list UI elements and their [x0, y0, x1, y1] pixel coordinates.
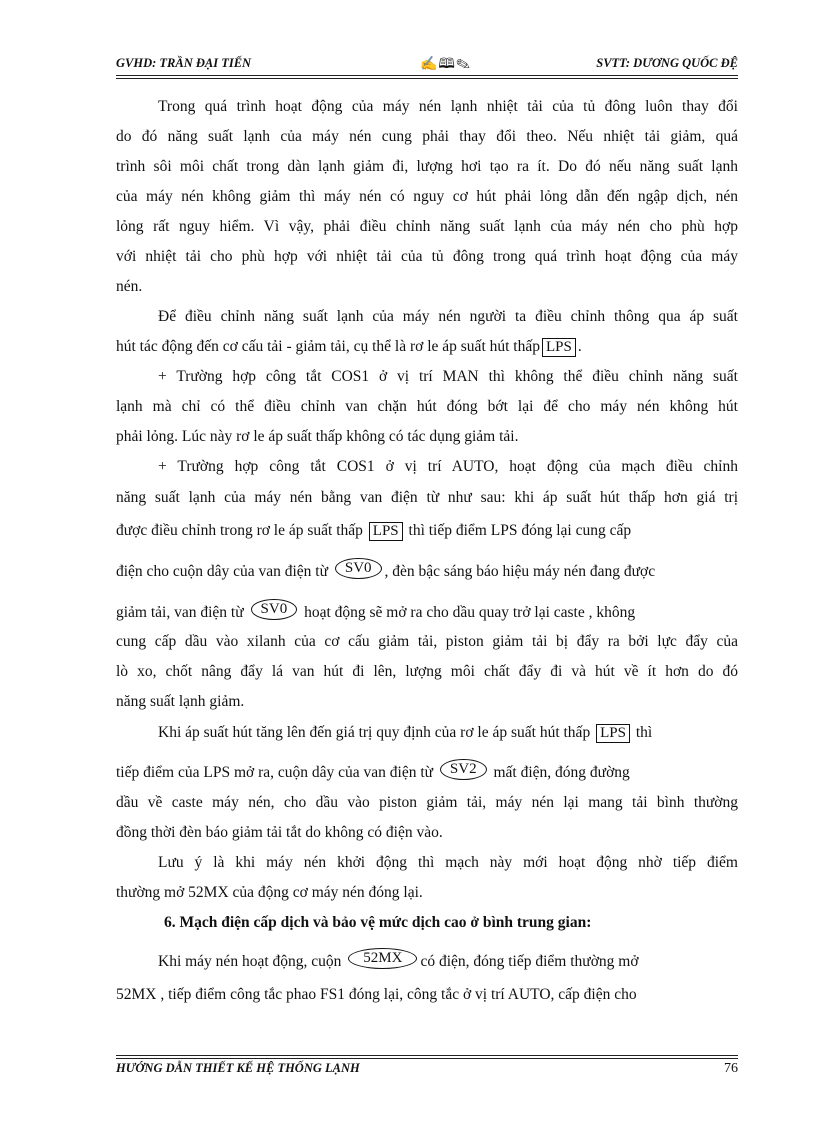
text-line: phải lỏng. Lúc này rơ le áp suất thấp không có tác dụng giảm tải. [116, 428, 519, 445]
sv2-valve-symbol: SV2 [440, 759, 487, 780]
text-line [116, 521, 738, 541]
52mx-coil-symbol: 52MX [348, 948, 417, 969]
text-fragment: tiếp điểm của LPS mở ra, cuộn dây của van điện từ [116, 764, 434, 781]
text-fragment: thì tiếp điểm LPS đóng lại cung cấp [408, 522, 632, 539]
header-rule-thin [116, 78, 738, 79]
text-line: 52MX , tiếp điểm công tắc phao FS1 đóng lại, công tắc ở vị trí AUTO, cấp điện cho [116, 986, 637, 1003]
text-line: Để điều chỉnh năng suất lạnh của máy nén người ta điều chỉnh thông qua áp suất [158, 308, 738, 325]
text-fragment: điện cho cuộn dây của van điện từ [116, 563, 328, 580]
text-fragment: được điều chỉnh trong rơ le áp suất thấp [116, 522, 363, 539]
text-line: + Trường hợp công tắt COS1 ở vị trí AUTO, hoạt động của mạch điều chỉnh [158, 458, 738, 475]
header-rule [116, 75, 738, 76]
text-line: lỏng rất nguy hiểm. Vì vậy, phải điều chỉnh năng suất lạnh của máy nén cho phù hợp [116, 218, 738, 235]
sv0-valve-symbol: SV0 [335, 558, 382, 579]
text-line [116, 562, 738, 583]
text-line [116, 337, 738, 357]
lps-relay-symbol: LPS [596, 724, 630, 743]
text-line: cung cấp dầu vào xilanh của cơ cấu giảm tải, piston giảm tải bị đẩy ra bởi lực đẩy của [116, 633, 738, 650]
section-heading: 6. Mạch điện cấp dịch và bảo vệ mức dịch cao ở bình trung gian: [164, 914, 592, 931]
footer-rule [116, 1058, 738, 1059]
page-number: 76 [724, 1061, 738, 1076]
sv0-valve-symbol: SV0 [251, 599, 298, 620]
text-line: Lưu ý là khi máy nén khởi động thì mạch này mới hoạt động nhờ tiếp điểm [158, 854, 738, 871]
text-fragment: hoạt động sẽ mở ra cho dầu quay trở lại caste , không [304, 604, 636, 621]
text-line [116, 763, 738, 784]
footer-title: HƯỚNG DẪN THIẾT KẾ HỆ THỐNG LẠNH [116, 1061, 360, 1075]
text-fragment: . [577, 338, 582, 355]
text-fragment: mất điện, đóng đường [493, 764, 630, 781]
lps-relay-symbol: LPS [369, 522, 403, 541]
text-fragment: Khi máy nén hoạt động, cuộn [158, 953, 342, 970]
text-line: Trong quá trình hoạt động của máy nén lạnh nhiệt tải của tủ đông luôn thay đổi [158, 98, 738, 115]
text-line: năng suất lạnh giảm. [116, 693, 245, 710]
text-line: + Trường hợp công tắt COS1 ở vị trí MAN thì không thể điều chỉnh năng suất [158, 368, 738, 385]
text-line: lạnh mà chỉ có thể điều chỉnh van chặn hút đóng bớt lại để cho máy nén không hút [116, 398, 738, 415]
text-line: do đó năng suất lạnh của máy nén cung phải thay đổi theo. Nếu nhiệt tải giảm, quá [116, 128, 738, 145]
text-fragment: hút tác động đến cơ cấu tải - giảm tải, cụ thể là rơ le áp suất hút thấp [116, 338, 540, 355]
text-fragment: , đèn bậc sáng báo hiệu máy nén đang được [384, 563, 656, 580]
footer-rule-thin [116, 1055, 738, 1056]
text-fragment: Khi áp suất hút tăng lên đến giá trị quy định của rơ le áp suất hút thấp [158, 724, 591, 741]
text-line [116, 952, 738, 973]
text-line [116, 603, 738, 624]
page-header [116, 56, 738, 74]
header-instructor: GVHD: TRẦN ĐẠI TIẾN [116, 56, 252, 70]
text-fragment: thì [635, 724, 653, 741]
text-line: nén. [116, 278, 143, 295]
text-line [116, 723, 738, 743]
text-fragment: có điện, đóng tiếp điểm thường mở [420, 953, 639, 970]
text-line: lò xo, chốt nâng đẩy lá van hút đi lên, lượng môi chất đẩy đi và hút về ít hơn do đó [116, 663, 738, 680]
text-line: trình sôi môi chất trong dàn lạnh giảm đi, lượng hơi tạo ra ít. Do đó nếu năng suất lạnh [116, 158, 738, 175]
text-line: thường mở 52MX của động cơ máy nén đóng lại. [116, 884, 423, 901]
book-pen-icon: ✍🕮✎ [420, 57, 471, 72]
text-line: năng suất lạnh của máy nén bằng van điện từ như sau: khi áp suất hút thấp hơn giá trị [116, 489, 738, 506]
page-footer [116, 1061, 738, 1076]
text-line: dầu về caste máy nén, cho dầu vào piston giảm tải, máy nén lại mang tải bình thường [116, 794, 738, 811]
header-student: SVTT: DƯƠNG QUỐC ĐỆ [596, 56, 738, 70]
lps-relay-symbol: LPS [542, 338, 576, 357]
text-fragment: giảm tải, van điện từ [116, 604, 244, 621]
text-line: với nhiệt tải cho phù hợp với nhiệt tải của tủ đông trong quá trình hoạt động của máy [116, 248, 738, 265]
text-line: đồng thời đèn báo giảm tải tắt do không có điện vào. [116, 824, 443, 841]
text-line: của máy nén không giảm thì máy nén có nguy cơ hút phải lỏng dẫn đến ngập dịch, nén [116, 188, 738, 205]
